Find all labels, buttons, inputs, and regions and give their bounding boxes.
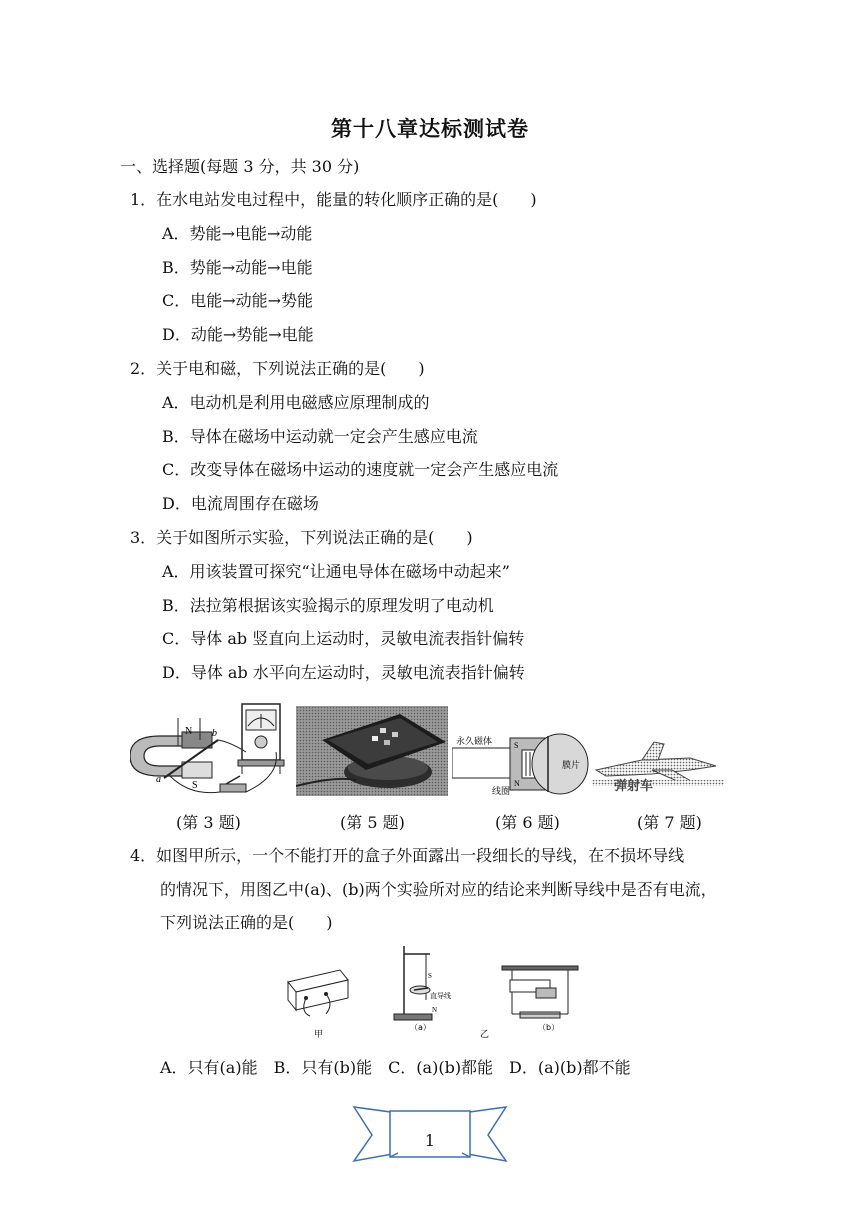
fig6-label-n: N	[514, 779, 520, 788]
question-3-option-a: A．用该装置可探究“让通电导体在磁场中动起来”	[162, 562, 510, 581]
question-2-option-c: C．改变导体在磁场中运动的速度就一定会产生感应电流	[162, 460, 559, 479]
figure-q4-box-and-experiments	[280, 940, 580, 1040]
figure-q3-induction-apparatus	[130, 696, 290, 800]
caption-q6: (第 6 题)	[495, 813, 560, 832]
fig7-label: 弹射车	[614, 779, 654, 794]
question-4-line-3: 下列说法正确的是( )	[160, 913, 333, 932]
question-3-option-d: D．导体 ab 水平向左运动时，灵敏电流表指针偏转	[162, 663, 525, 682]
fig6-label-s: S	[514, 741, 519, 750]
question-4-line-1: 4．如图甲所示，一个不能打开的盒子外面露出一段细长的导线，在不损坏导线	[130, 846, 685, 865]
fig4-label-a: （a）	[410, 1023, 431, 1032]
caption-q5: (第 5 题)	[340, 813, 405, 832]
caption-q7: (第 7 题)	[637, 813, 702, 832]
caption-q3: (第 3 题)	[176, 813, 241, 832]
figure-q7-catapult-jet	[592, 740, 724, 796]
fig6-label-coil: 线圈	[492, 787, 511, 797]
fig3-label-n: N	[185, 726, 193, 737]
fig3-label-a: a	[156, 774, 161, 785]
section-heading: 一、选择题(每题 3 分，共 30 分)	[120, 157, 360, 176]
question-1-option-b: B．势能→动能→电能	[162, 258, 313, 277]
page-title: 第十八章达标测试卷	[331, 116, 529, 141]
question-4-line-2: 的情况下，用图乙中(a)、(b)两个实验所对应的结论来判断导线中是否有电流，	[160, 880, 717, 899]
question-1-option-a: A．势能→电能→动能	[162, 224, 313, 243]
question-2-option-d: D．电流周围存在磁场	[162, 494, 319, 513]
fig4-label-yi: 乙	[480, 1030, 490, 1040]
question-4-options: A．只有(a)能 B．只有(b)能 C．(a)(b)都能 D．(a)(b)都不能	[160, 1058, 631, 1077]
question-2-option-a: A．电动机是利用电磁感应原理制成的	[162, 393, 430, 412]
fig4-label-jia: 甲	[314, 1030, 324, 1040]
question-2-stem: 2．关于电和磁，下列说法正确的是( )	[130, 359, 425, 378]
question-1-option-c: C．电能→动能→势能	[162, 291, 314, 310]
question-1-stem: 1．在水电站发电过程中，能量的转化顺序正确的是( )	[130, 190, 537, 209]
fig6-label-magnet: 永久磁体	[456, 737, 493, 747]
fig6-label-membrane: 膜片	[562, 761, 581, 771]
figure-q6-microphone-diagram	[452, 730, 592, 798]
fig4-label-wire: 直导线	[430, 992, 451, 1000]
fig4-label-s: S	[428, 972, 432, 980]
fig4-label-b: （b）	[538, 1023, 560, 1032]
question-3-stem: 3．关于如图所示实验，下列说法正确的是( )	[130, 528, 473, 547]
question-3-option-b: B．法拉第根据该实验揭示的原理发明了电动机	[162, 596, 494, 615]
fig3-label-s: S	[192, 780, 198, 791]
question-1-option-d: D．动能→势能→电能	[162, 325, 314, 344]
page-number: 1	[424, 1131, 436, 1150]
fig4-label-n: N	[432, 1006, 438, 1014]
question-2-option-b: B．导体在磁场中运动就一定会产生感应电流	[162, 427, 478, 446]
figure-q5-wireless-charger-photo	[296, 706, 448, 796]
fig3-label-b: b	[212, 728, 217, 739]
question-3-option-c: C．导体 ab 竖直向上运动时，灵敏电流表指针偏转	[162, 629, 525, 648]
